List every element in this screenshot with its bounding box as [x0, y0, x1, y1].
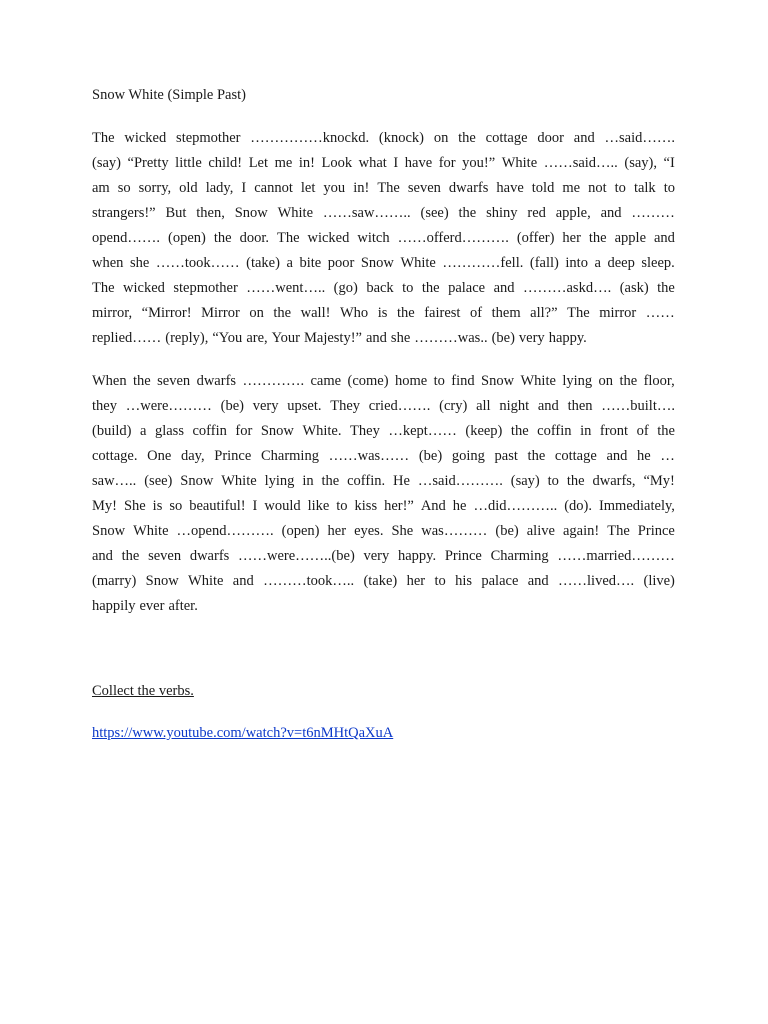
paragraph-line: am so sorry, old lady, I cannot let you in! The seven dwarfs have told me not to talk to — [92, 180, 675, 196]
youtube-link[interactable]: https://www.youtube.com/watch?v=t6nMHtQaXuA — [92, 725, 394, 741]
paragraph-line: opend……. (open) the door. The wicked witch ……offerd………. (offer) her the apple and — [92, 230, 675, 246]
paragraph-line: saw….. (see) Snow White lying in the coffin. He …said………. (say) to the dwarfs, “My! — [92, 473, 675, 489]
story-paragraph-1 — [92, 128, 675, 353]
paragraph-line: when she ……took…… (take) a bite poor Snow White …………fell. (fall) into a deep sleep. — [92, 255, 675, 271]
paragraph-line: mirror, “Mirror! Mirror on the wall! Who is the fairest of them all?” The mirror …… — [92, 305, 675, 321]
paragraph-line: replied…… (reply), “You are, Your Majesty!” and she ………was.. (be) very happy. — [92, 330, 587, 346]
paragraph-line: and the seven dwarfs ……were……..(be) very happy. Prince Charming ……married……… — [92, 548, 675, 564]
paragraph-line: The wicked stepmother ……………knockd. (knock) on the cottage door and …said……. — [92, 130, 675, 146]
paragraph-line: My! She is so beautiful! I would like to kiss her!” And he …did……….. (do). Immediately, — [92, 498, 675, 514]
paragraph-line: cottage. One day, Prince Charming ……was…… (be) going past the cottage and he … — [92, 448, 675, 464]
paragraph-line: (build) a glass coffin for Snow White. They …kept…… (keep) the coffin in front of the — [92, 423, 675, 439]
paragraph-line: Snow White …opend………. (open) her eyes. She was……… (be) alive again! The Prince — [92, 523, 675, 539]
paragraph-line: strangers!” But then, Snow White ……saw…….. (see) the shiny red apple, and ……… — [92, 205, 675, 221]
document-title: Snow White (Simple Past) — [92, 87, 246, 103]
paragraph-line: When the seven dwarfs …………. came (come) home to find Snow White lying on the floor, — [92, 373, 675, 389]
story-paragraph-2 — [92, 371, 675, 621]
paragraph-line: they …were……… (be) very upset. They cried……. (cry) all night and then ……built…. — [92, 398, 675, 414]
paragraph-line: (marry) Snow White and ………took….. (take) her to his palace and ……lived…. (live) — [92, 573, 675, 589]
task-instruction: Collect the verbs. — [92, 683, 194, 699]
paragraph-line: (say) “Pretty little child! Let me in! Look what I have for you!” White ……said….. (say), “I — [92, 155, 675, 171]
paragraph-line: The wicked stepmother ……went….. (go) back to the palace and ………askd…. (ask) the — [92, 280, 675, 296]
paragraph-line: happily ever after. — [92, 598, 198, 614]
